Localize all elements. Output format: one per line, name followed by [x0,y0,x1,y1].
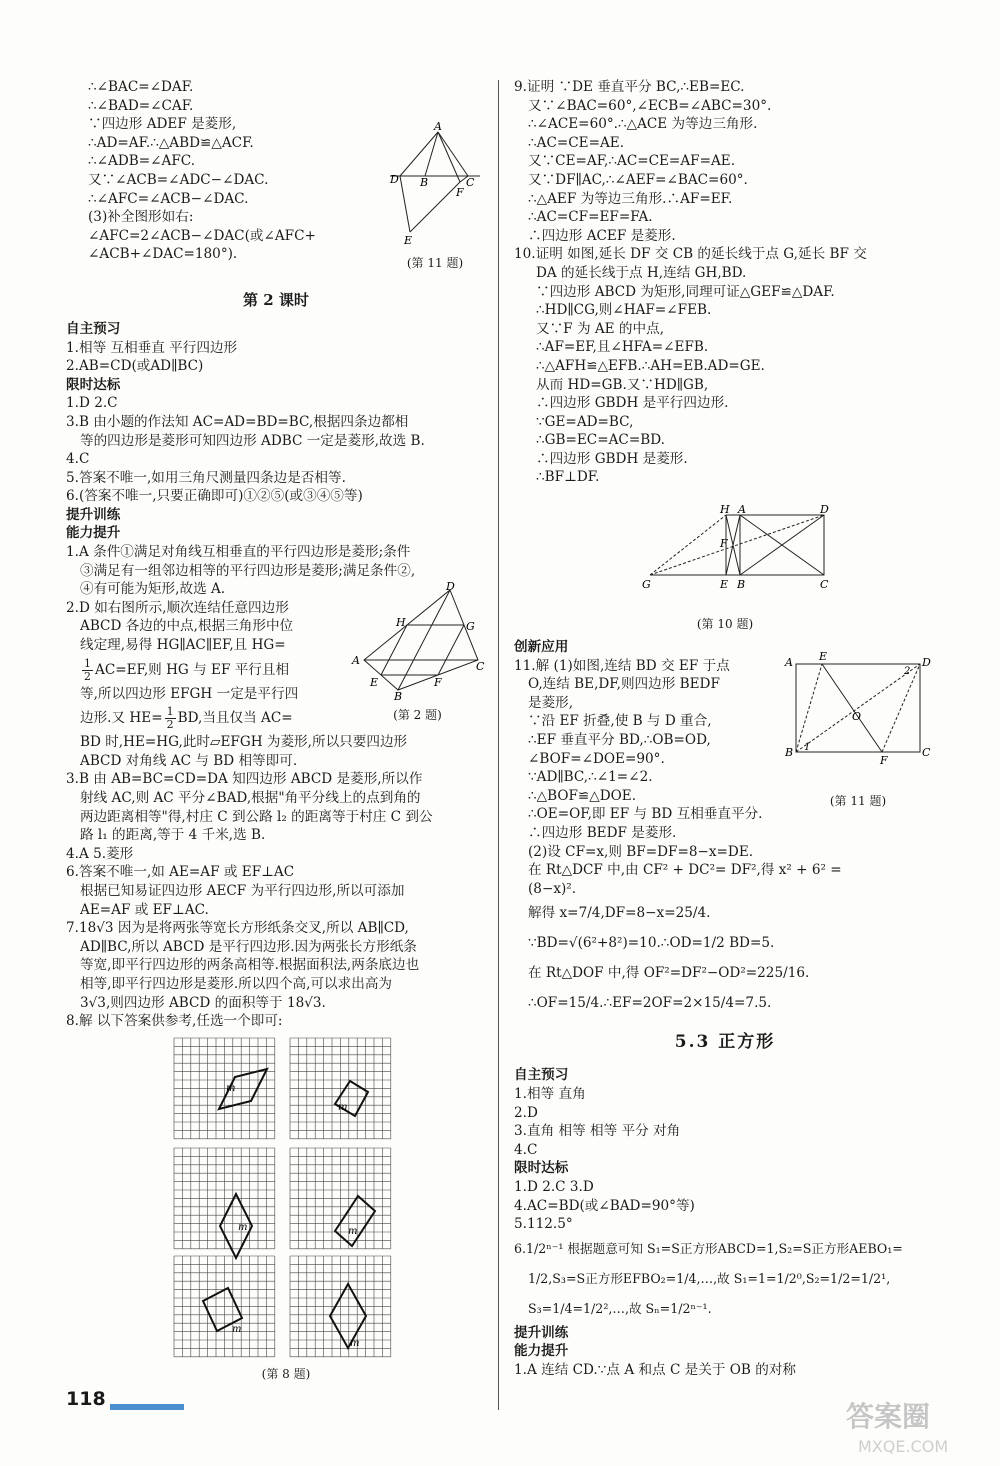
answer-line: ∴OF=15/4.∴EF=2OF=2×15/4=7.5. [528,995,772,1012]
label-A: A [434,120,442,133]
page-number-bar [110,1404,184,1410]
figure-caption: (第 8 题) [261,1367,311,1381]
label-B: B [785,746,794,759]
answer-line: ∴四边形 GBDH 是平行四边形. [536,395,729,412]
answer-line: 又∵∠BAC=60°,∠ECB=∠ABC=30°. [528,97,772,114]
answer-line: 2.AB=CD(或AD∥BC) [66,358,204,375]
watermark-logo [838,1392,988,1458]
label-H: H [720,503,730,516]
answer-line: ∴AC=CF=EF=FA. [528,209,653,226]
answer-line: ∴△BOF≌△DOE. [528,787,637,804]
answer-line: 相等,即平行四边形是菱形.所以四个高,可以求出高为 [80,975,393,992]
answer-line: 又∵F 为 AE 的中点, [536,320,665,337]
answer-line: 10.证明 如图,延长 DF 交 CB 的延长线于点 G,延长 BF 交 [514,246,867,263]
label-A: A [738,503,746,516]
answer-line: 5.答案不唯一,如用三角尺测量四条边是否相等. [66,469,346,486]
label-F: F [720,537,728,550]
figure-caption: (第 10 题) [696,617,754,632]
label-C: C [466,176,475,189]
label-E: E [819,650,828,663]
fraction-half: $\frac{1}{2}$ [84,656,91,683]
answer-line: ④有可能为矩形,故选 A. [80,581,226,598]
label-B: B [394,690,403,702]
section-header-improve: 提升训练 [514,1324,569,1341]
answer-line: ABCD 对角线 AC 与 BD 相等即可. [80,752,298,769]
answer-line: 3√3,则四边形 ABCD 的面积等于 18√3. [80,994,326,1011]
figure-caption: (第 2 题) [393,708,442,722]
answer-line: 路 l₁ 的距离,等于 4 千米,选 B. [80,827,266,844]
answer-line: 是菱形, [528,694,574,711]
answer-line: 6.(答案不唯一,只要正确即可)①②⑤(或③④⑤等) [66,488,363,505]
answer-line: ∴∠ACE=60°.∴△ACE 为等边三角形. [528,116,758,133]
figure-q11-rhombus [380,120,490,270]
answer-line: ∴△AEF 为等边三角形.∴AF=EF. [528,190,733,207]
figure-q10-rectangle [640,503,840,595]
answer-line: 1.相等 互相垂直 平行四边形 [66,339,238,356]
answer-line: ∵BD=√(6²+8²)=10.∴OD=1/2 BD=5. [528,935,775,952]
answer-line: 解得 x=7/4,DF=8−x=25/4. [528,905,711,922]
answer-line: 1/2,S₃=S正方形EFBO₂=1/4,…,故 S₁=1=1/2⁰,S₂=1/2=1/2¹, [528,1270,891,1286]
answer-line: 从而 HD=GB.又∵HD∥GB, [536,376,709,393]
figure-q8-grids [170,1036,402,1386]
rhombus-6 [330,1284,366,1348]
answer-line: ∴GB=EC=AC=BD. [536,432,665,449]
section-header-timed: 限时达标 [66,376,121,393]
text-line: ∴∠BAC=∠DAF. [88,79,194,95]
figure-q11-svg [380,120,490,250]
watermark-text: 答案圈 [846,1400,931,1433]
text-line: ∠AFC=2∠ACB−∠DAC(或∠AFC+ [88,227,316,244]
answer-line: ABCD 各边的中点,根据三角形中位 [80,618,294,635]
text-line: ∴∠ADB=∠AFC. [88,153,196,170]
answer-line: ∴EF 垂直平分 BD,∴OB=OD, [528,732,711,749]
answer-line: 边形.又 HE= $\frac{1}{2}$ BD,当且仅当 AC= [80,705,293,732]
answer-line: (2)设 CF=x,则 BF=DF=8−x=DE. [528,843,754,860]
answer-line: 3.直角 相等 相等 平分 对角 [514,1123,681,1140]
answer-line: 等的四边形是菱形可知四边形 ADBC 一定是菱形,故选 B. [80,432,425,449]
answer-line: ∴AF=EF,且∠HFA=∠EFB. [536,339,709,356]
watermark-url: MXQE.COM [858,1437,949,1456]
answer-line: 6.1/2ⁿ⁻¹ 根据题意可知 S₁=S正方形ABCD=1,S₂=S正方形AEBO₁= [514,1240,903,1256]
answer-line: 1.相等 直角 [514,1085,586,1102]
label-m: m [232,1324,242,1335]
label-A: A [785,656,793,669]
label-m: m [226,1083,236,1094]
answer-line: 1.A 条件①满足对角线互相垂直的平行四边形是菱形;条件 [66,544,411,561]
label-m: m [348,1226,358,1237]
answer-line: 4.C [66,451,90,468]
answer-line: S₃=1/4=1/2²,…,故 Sₙ=1/2ⁿ⁻¹. [528,1300,712,1316]
answer-line: 5.112.5° [514,1216,573,1233]
answer-line: ∴OE=OF,即 EF 与 BD 互相垂直平分. [528,806,763,823]
figure-caption: (第 11 题) [406,256,464,270]
answer-line: ∴四边形 GBDH 是菱形. [536,450,688,467]
answer-line: 1.A 连结 CD.∵点 A 和点 C 是关于 OB 的对称 [514,1361,797,1378]
answer-line: 4.C [514,1141,538,1158]
answer-line: 两边距离相等"得,村庄 C 到公路 l₂ 的距离等于村庄 C 到公 [80,808,433,825]
label-F: F [434,676,442,689]
answer-line: 又∵DF∥AC,∴∠AEF=∠BAC=60°. [528,171,748,188]
label-angle-2: 2 [904,666,911,677]
label-A: A [352,654,360,667]
section-header-improve: 提升训练 [66,506,121,523]
answer-line: 2.D 如右图所示,顺次连结任意四边形 [66,599,289,616]
answer-line: 根据已知易证四边形 AECF 为平行四边形,所以可添加 [80,882,405,899]
figure-q10-svg [640,503,840,595]
answer-line: 6.答案不唯一,如 AE=AF 或 EF⊥AC [66,864,295,881]
answer-line: (8−x)². [528,880,577,897]
answer-line: ∵沿 EF 折叠,使 B 与 D 重合, [528,713,712,730]
column-divider [498,80,499,1410]
answer-line: 3.B 由小题的作法知 AC=AD=BD=BC,根据四条边都相 [66,413,409,430]
answer-line: ∵GE=AD=BC, [536,413,634,430]
answer-line: $\frac{1}{2}$ AC=EF,则 HG 与 EF 平行且相 [84,656,290,683]
label-F: F [456,186,464,199]
answer-line: 射线 AC,则 AC 平分∠BAD,根据"角平分线上的点到角的 [80,790,421,806]
answer-line: 9.证明 ∵DE 垂直平分 BC,∴EB=EC. [514,79,745,95]
text-line: (3)补全图形如右: [88,209,194,226]
label-C: C [820,578,829,591]
label-D: D [922,656,931,669]
text-line: ∠ACB+∠DAC=180°). [88,246,238,263]
answer-line: ③满足有一组邻边相等的平行四边形是菱形;满足条件②, [80,562,416,579]
figure-q2-svg [350,582,485,702]
label-D: D [820,503,829,516]
answer-line: ∴△AFH≌△EFB.∴AH=EB.AD=GE. [536,357,765,374]
answer-line: 4.A 5.菱形 [66,845,134,862]
answer-line: 4.AC=BD(或∠BAD=90°等) [514,1197,695,1214]
answer-line: 3.B 由 AB=BC=CD=DA 知四边形 ABCD 是菱形,所以作 [66,771,423,788]
text-line: 又∵∠ACB=∠ADC−∠DAC. [88,171,269,188]
answer-line: 7.18√3 因为是将两张等宽长方形纸条交叉,所以 AB∥CD, [66,920,409,937]
section-title-square: 5.3 正方形 [674,1032,776,1053]
rhombus-4 [335,1196,375,1246]
answer-line: ∴四边形 ACEF 是菱形. [528,227,676,244]
label-O: O [852,710,862,723]
answer-line: ∴BF⊥DF. [536,469,600,486]
text-line: ∴AD=AF.∴△ABD≌△ACF. [88,134,254,151]
answer-line: 又∵CE=AF,∴AC=CE=AF=AE. [528,153,736,170]
answer-line: ∵AD∥BC,∴∠1=∠2. [528,769,653,786]
text-line: ∴∠BAD=∠CAF. [88,97,194,114]
page-number: 118 [66,1388,106,1410]
label-m: m [350,1338,360,1349]
label-B: B [737,578,746,591]
section-header-preview: 自主预习 [66,320,121,337]
figure-caption: (第 11 题) [829,794,887,808]
answer-line: AD∥BC,所以 ABCD 是平行四边形.因为两张长方形纸条 [80,938,417,955]
label-m: m [338,1102,348,1113]
text-line: ∵四边形 ADEF 是菱形, [88,116,237,133]
label-G: G [642,578,651,591]
answer-line: 8.解 以下答案供参考,任选一个即可: [66,1013,283,1030]
answer-line: 在 Rt△DOF 中,得 OF²=DF²−OD²=225/16. [528,965,810,982]
answer-line: ∴四边形 BEDF 是菱形. [528,825,677,841]
figure-q11b-svg [782,648,934,788]
answer-line: ∠BOF=∠DOE=90°. [528,750,665,767]
answer-line: 1.D 2.C 3.D [514,1178,594,1195]
section-header-preview: 自主预习 [514,1067,569,1084]
section-header-timed: 限时达标 [514,1160,569,1177]
label-B: B [420,176,429,189]
answer-line: 11.解 (1)如图,连结 BD 交 EF 于点 [514,657,730,674]
answer-line: ∴HD∥CG,则∠HAF=∠FEB. [536,302,712,319]
answer-line: ∴AC=CE=AE. [528,134,625,151]
label-H: H [396,616,406,629]
label-D: D [390,173,399,186]
section-header-innovation: 创新应用 [514,639,569,656]
label-G: G [466,620,475,633]
label-F: F [880,754,888,767]
figure-q11-fold [782,648,934,818]
text-line: ∴∠AFC=∠ACB−∠DAC. [88,190,249,207]
answer-line: DA 的延长线于点 H,连结 GH,BD. [536,264,747,281]
answer-line: 1.D 2.C [66,395,118,412]
subsection-header-ability: 能力提升 [66,525,121,542]
answer-line: AE=AF 或 EF⊥AC. [80,901,209,918]
answer-line: BD 时,HE=HG,此时▱EFGH 为菱形,所以只要四边形 [80,734,408,751]
label-D: D [446,582,455,593]
answer-line: ∵四边形 ABCD 为矩形,同理可证△GEF≌△DAF. [536,283,835,300]
label-m: m [238,1222,248,1233]
figure-q8-svg [170,1036,402,1361]
figure-q2-quadrilateral [350,582,485,722]
answer-line: 等,所以四边形 EFGH 一定是平行四 [80,685,299,702]
answer-line: 等宽,即平行四边形的两条高相等.根据面积法,两条底边也 [80,957,420,974]
label-C: C [922,746,931,759]
answer-line: 在 Rt△DCF 中,由 CF² + DC²= DF²,得 x² + 6² = [528,862,842,879]
fraction-half: $\frac{1}{2}$ [166,705,174,732]
label-E: E [404,234,413,247]
label-E: E [370,676,379,689]
label-E: E [720,578,729,591]
answer-line: 线定理,易得 HG∥AC∥EF,且 HG= [80,637,286,654]
label-angle-1: 1 [804,742,811,753]
answer-line: 2.D [514,1104,538,1121]
label-C: C [476,660,485,673]
subsection-header-ability: 能力提升 [514,1343,569,1360]
answer-line: O,连结 BE,DF,则四边形 BEDF [528,676,720,693]
lesson-2-title: 第 2 课时 [243,290,309,309]
